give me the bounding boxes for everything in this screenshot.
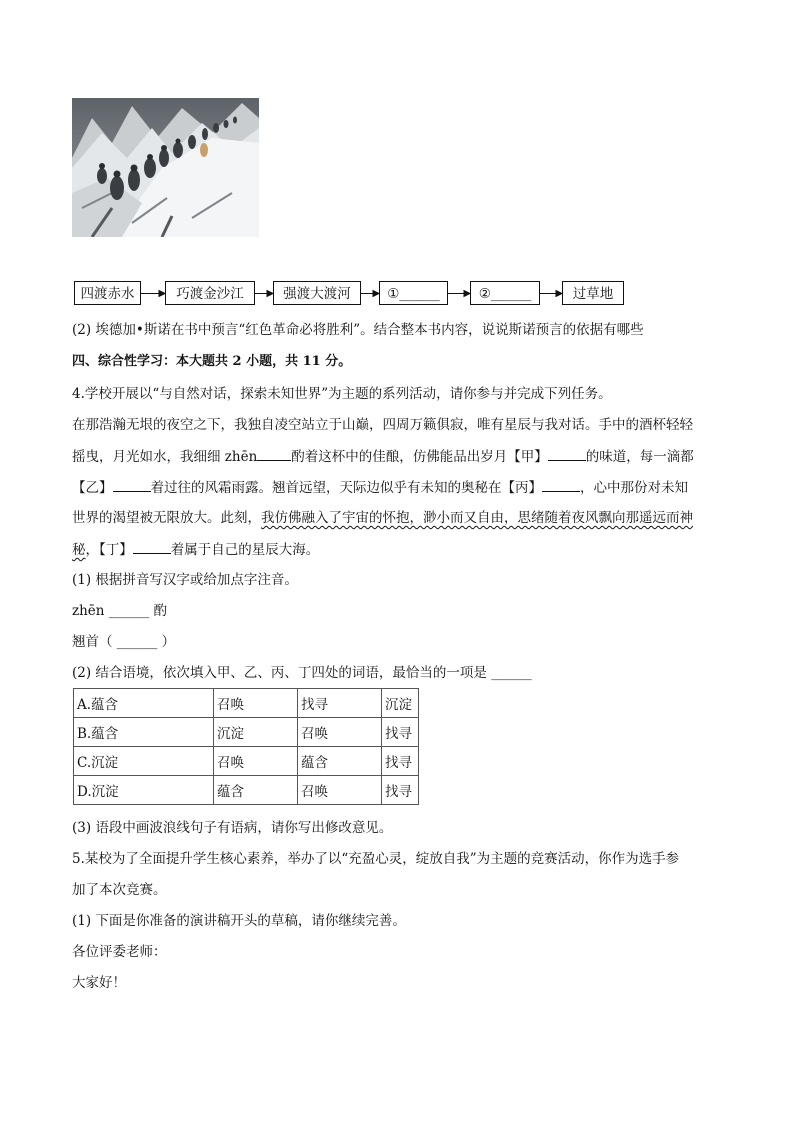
option-cell: A.蕴含 — [74, 689, 214, 718]
options-table — [73, 688, 419, 805]
option-cell: D.沉淀 — [74, 776, 214, 805]
question-4-sub-2: (2) 结合语境，依次填入甲、乙、丙、丁四处的词语，最恰当的一项是 ______ — [72, 665, 532, 681]
question-4-sub-1: (1) 根据拼音写汉字或给加点字注音。 — [72, 572, 298, 588]
option-cell: 沉淀 — [214, 718, 298, 747]
option-cell: 蕴含 — [298, 747, 382, 776]
section-4-heading — [72, 352, 351, 372]
flow-step-blank-2: ②______ — [470, 281, 540, 305]
passage-line-2 — [72, 446, 694, 467]
passage-text: 的味道，每一滴都 — [585, 449, 694, 465]
flow-step-6: 过草地 — [562, 281, 624, 305]
sub-1-item-b: 翘首（ ______ ） — [72, 634, 176, 650]
question-5-sub-1: (1) 下面是你准备的演讲稿开头的草稿，请你继续完善。 — [72, 913, 406, 929]
section-4-note: 本大题共 2 小题，共 11 分。 — [176, 354, 352, 369]
sub-1-item-a: zhēn ______ 酌 — [72, 603, 168, 619]
table-row — [74, 718, 419, 747]
table-row — [74, 776, 419, 805]
passage-text: ，心中那份对未知 — [580, 480, 688, 496]
snow-mountain-march-illustration — [72, 98, 259, 237]
option-cell: 找寻 — [382, 776, 419, 805]
question-4-intro: 4.学校开展以“与自然对话，探索未知世界”为主题的系列活动，请你参与并完成下列任务。 — [72, 386, 612, 402]
wavy-underlined-sentence: 我仿佛融入了宇宙的怀抱，渺小而又自由，思绪随着夜风飘向那遥远而神 — [261, 510, 693, 526]
flow-step-blank-1: ①______ — [379, 281, 448, 305]
option-cell: 召唤 — [298, 776, 382, 805]
passage-text: 着属于自己的星辰大海。 — [170, 542, 320, 558]
option-cell: 召唤 — [214, 747, 298, 776]
speech-greeting-2: 大家好！ — [72, 975, 126, 991]
wavy-underlined-sentence-end: 秘 — [72, 542, 86, 558]
question-5-line-1: 5.某校为了全面提升学生核心素养，举办了以“充盈心灵，绽放自我”为主题的竞赛活动，你作为选手参 — [72, 851, 680, 867]
passage-text: ，【丁】 — [85, 542, 133, 558]
option-cell: 沉淀 — [382, 689, 419, 718]
passage-line-4 — [72, 508, 693, 528]
table-row — [74, 689, 419, 718]
long-march-route-flowchart — [74, 281, 624, 307]
question-5-line-2: 加了本次竞赛。 — [72, 882, 167, 898]
speech-greeting-1: 各位评委老师： — [72, 944, 167, 960]
table-row — [74, 747, 419, 776]
flow-step-1: 四渡赤水 — [74, 281, 141, 305]
blank-yi — [113, 477, 151, 492]
passage-line-5 — [72, 539, 319, 560]
section-4-title: 四、综合性学习： — [72, 354, 177, 369]
option-cell: C.沉淀 — [74, 747, 214, 776]
blank-bing — [542, 477, 580, 492]
option-cell: B.蕴含 — [74, 718, 214, 747]
option-cell: 蕴含 — [214, 776, 298, 805]
blank-zhen — [257, 446, 291, 461]
passage-text: 世界的渴望被无限放大。此刻， — [72, 510, 261, 526]
blank-ding — [133, 539, 171, 554]
blank-jia — [548, 446, 586, 461]
option-cell: 召唤 — [298, 718, 382, 747]
question-2-snow-prediction: (2) 埃德加•斯诺在书中预言“红色革命必将胜利”。结合整本书内容，说说斯诺预言的依据有哪些 — [72, 322, 644, 338]
passage-text: 摇曳，月光如水，我细细 zhēn — [72, 449, 258, 465]
option-cell: 找寻 — [382, 718, 419, 747]
passage-text: 【乙】 — [72, 480, 113, 496]
question-4-sub-3: (3) 语段中画波浪线句子有语病，请你写出修改意见。 — [72, 820, 393, 836]
passage-text: 酌着这杯中的佳酿，仿佛能品出岁月【甲】 — [291, 449, 548, 465]
passage-line-1: 在那浩瀚无垠的夜空之下，我独自凌空站立于山巅，四周万籁俱寂，唯有星辰与我对话。手中的酒杯轻轻 — [72, 417, 693, 433]
option-cell: 召唤 — [214, 689, 298, 718]
passage-line-3 — [72, 477, 688, 498]
passage-text: 着过往的风霜雨露。翘首远望，天际边似乎有未知的奥秘在【丙】 — [150, 480, 542, 496]
option-cell: 找寻 — [298, 689, 382, 718]
flow-step-3: 强渡大渡河 — [273, 281, 361, 305]
option-cell: 找寻 — [382, 747, 419, 776]
flow-step-2: 巧渡金沙江 — [165, 281, 255, 305]
